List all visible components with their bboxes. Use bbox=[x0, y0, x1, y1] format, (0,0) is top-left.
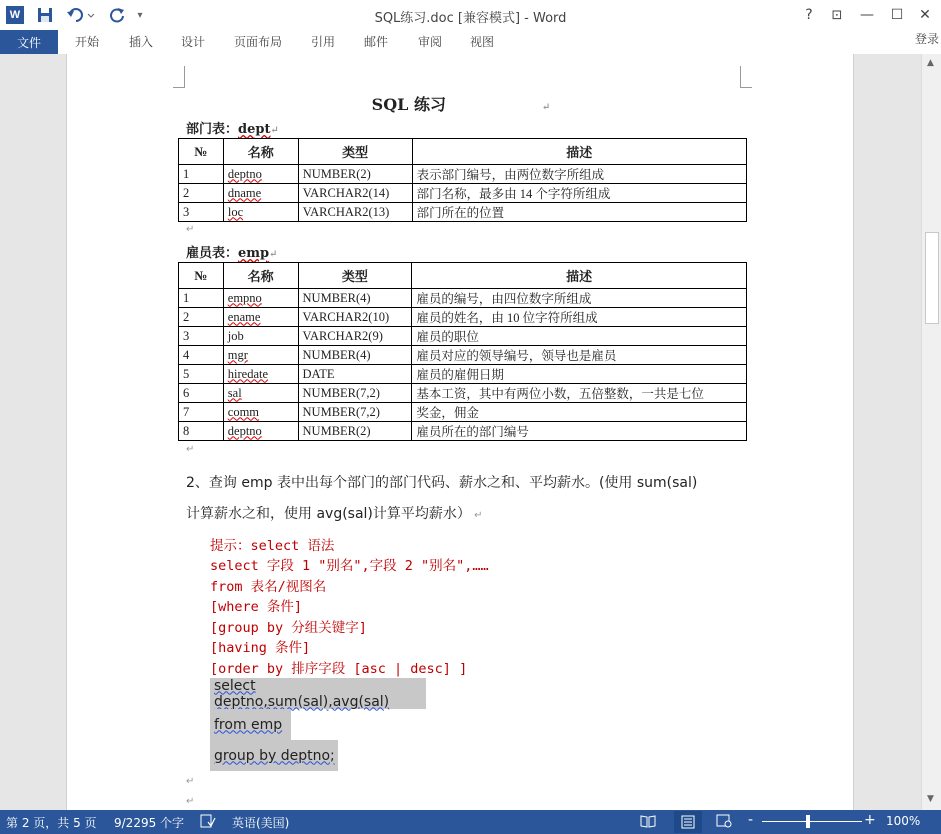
table-cell: 6 bbox=[179, 384, 224, 403]
cell-text: ename bbox=[227, 309, 261, 324]
question-line-2: 计算薪水之和，使用 avg(sal)计算平均薪水） ↵ bbox=[186, 506, 483, 522]
table-cell bbox=[223, 346, 298, 365]
table-header: № bbox=[179, 139, 224, 165]
table-cell: 2 bbox=[179, 184, 224, 203]
hint-line: 提示：select 语法 bbox=[210, 538, 335, 554]
print-layout-icon[interactable] bbox=[674, 811, 702, 833]
table-cell: NUMBER(7,2) bbox=[298, 384, 412, 403]
table-cell: DATE bbox=[298, 365, 412, 384]
table-row bbox=[179, 327, 747, 346]
table-cell: VARCHAR2(13) bbox=[298, 203, 412, 222]
tab-layout[interactable]: 页面布局 bbox=[234, 35, 283, 49]
table-cell: 雇员的编号，由四位数字所组成 bbox=[412, 289, 747, 308]
scroll-down-icon[interactable]: ▼ bbox=[927, 794, 934, 804]
table-cell bbox=[223, 165, 298, 184]
document-area[interactable] bbox=[0, 54, 921, 810]
title-bar bbox=[0, 0, 941, 30]
zoom-slider-track[interactable] bbox=[762, 821, 862, 822]
close-button[interactable]: ✕ bbox=[919, 7, 931, 23]
cell-text: mgr bbox=[227, 347, 248, 362]
paragraph-mark: ↵ bbox=[186, 776, 195, 787]
emp-table bbox=[178, 262, 747, 441]
hint-line: [group by 分组关键字] bbox=[210, 620, 367, 636]
cell-text: comm bbox=[227, 404, 260, 419]
hint-line: [order by 排序字段 [asc | desc] ] bbox=[210, 661, 468, 677]
word-logo-icon[interactable]: W bbox=[6, 6, 24, 24]
zoom-out-button[interactable]: - bbox=[748, 812, 754, 828]
table-cell: 4 bbox=[179, 346, 224, 365]
read-mode-icon[interactable] bbox=[640, 814, 656, 831]
table-cell: 7 bbox=[179, 403, 224, 422]
status-bar bbox=[0, 810, 941, 834]
paragraph-mark: ↵ bbox=[186, 224, 195, 235]
answer-text: select deptno,sum(sal),avg(sal) bbox=[214, 677, 390, 710]
table-header: 名称 bbox=[223, 263, 298, 289]
word-count[interactable]: 9/2295 个字 bbox=[114, 816, 185, 830]
hint-line: select 字段 1 "别名",字段 2 "别名",…… bbox=[210, 558, 489, 574]
table-cell bbox=[223, 365, 298, 384]
table-header: 描述 bbox=[412, 139, 746, 165]
crop-mark bbox=[173, 66, 185, 88]
table-row bbox=[179, 203, 747, 222]
table-cell bbox=[223, 384, 298, 403]
tab-view[interactable]: 视图 bbox=[470, 35, 495, 49]
tab-review[interactable]: 审阅 bbox=[418, 35, 443, 49]
table-header-row bbox=[179, 139, 747, 165]
crop-mark bbox=[740, 66, 752, 88]
table-row bbox=[179, 403, 747, 422]
paragraph-mark: ↵ bbox=[186, 796, 195, 807]
cell-text: hiredate bbox=[227, 366, 269, 381]
save-icon[interactable] bbox=[34, 5, 56, 25]
maximize-button[interactable]: ☐ bbox=[890, 7, 904, 23]
redo-icon[interactable] bbox=[106, 5, 128, 25]
table-row bbox=[179, 184, 747, 203]
table-cell: NUMBER(7,2) bbox=[298, 403, 412, 422]
table-cell bbox=[223, 184, 298, 203]
table-cell: NUMBER(2) bbox=[298, 422, 412, 441]
table-header: 类型 bbox=[298, 139, 412, 165]
document-page[interactable] bbox=[66, 54, 854, 810]
table-row bbox=[179, 165, 747, 184]
table-cell: VARCHAR2(10) bbox=[298, 308, 412, 327]
tab-file[interactable]: 文件 bbox=[0, 30, 58, 54]
undo-icon[interactable] bbox=[64, 5, 98, 25]
table-row bbox=[179, 289, 747, 308]
table-cell: 雇员的雇佣日期 bbox=[412, 365, 747, 384]
answer-line bbox=[210, 740, 338, 771]
table-cell: 5 bbox=[179, 365, 224, 384]
table-cell: 1 bbox=[179, 289, 224, 308]
table-cell: 1 bbox=[179, 165, 224, 184]
login-link[interactable]: 登录 bbox=[915, 32, 940, 46]
tab-mailings[interactable]: 邮件 bbox=[364, 35, 389, 49]
window-title: SQL练习.doc [兼容模式] - Word bbox=[374, 11, 567, 26]
table-row bbox=[179, 346, 747, 365]
hint-line: [where 条件] bbox=[210, 599, 303, 615]
cell-text: dname bbox=[227, 185, 262, 200]
answer-text: from emp bbox=[214, 716, 283, 733]
table-cell: 部门所在的位置 bbox=[412, 203, 746, 222]
table-header: № bbox=[179, 263, 224, 289]
minimize-button[interactable]: — bbox=[860, 7, 874, 23]
cell-text: deptno bbox=[227, 166, 262, 181]
table-row bbox=[179, 422, 747, 441]
cell-text: empno bbox=[227, 290, 262, 305]
table-cell: 3 bbox=[179, 203, 224, 222]
cell-text: deptno bbox=[227, 423, 262, 438]
vertical-scrollbar[interactable] bbox=[921, 54, 941, 810]
table-cell: 2 bbox=[179, 308, 224, 327]
emp-section-title: 雇员表：emp↵ bbox=[186, 246, 278, 261]
table-cell: 部门名称，最多由 14 个字符所组成 bbox=[412, 184, 746, 203]
document-title: SQL 练习 ↵ bbox=[371, 95, 551, 114]
table-cell: VARCHAR2(14) bbox=[298, 184, 412, 203]
scroll-up-icon[interactable]: ▲ bbox=[927, 58, 934, 68]
zoom-slider-thumb[interactable] bbox=[806, 815, 810, 828]
proofing-icon[interactable] bbox=[200, 814, 216, 831]
hint-line: [having 条件] bbox=[210, 640, 311, 656]
dept-table bbox=[178, 138, 747, 222]
question-line-1: 2、查询 emp 表中出每个部门的部门代码、薪水之和、平均薪水。(使用 sum(sal) bbox=[186, 475, 698, 491]
table-cell bbox=[223, 308, 298, 327]
table-cell: 雇员对应的领导编号，领导也是雇员 bbox=[412, 346, 747, 365]
table-cell bbox=[223, 422, 298, 441]
table-cell bbox=[223, 289, 298, 308]
table-cell: 奖金，佣金 bbox=[412, 403, 747, 422]
answer-line bbox=[210, 678, 426, 709]
table-header: 名称 bbox=[223, 139, 298, 165]
answer-line bbox=[210, 709, 291, 740]
web-layout-icon[interactable] bbox=[716, 814, 732, 831]
table-header: 类型 bbox=[298, 263, 412, 289]
table-row bbox=[179, 308, 747, 327]
table-cell: VARCHAR2(9) bbox=[298, 327, 412, 346]
cell-text: sal bbox=[227, 385, 242, 400]
table-cell: NUMBER(4) bbox=[298, 289, 412, 308]
page-indicator[interactable]: 第 2 页，共 5 页 bbox=[6, 816, 97, 830]
ribbon-display-button[interactable]: ⊡ bbox=[831, 7, 843, 23]
cell-text: loc bbox=[227, 204, 244, 219]
help-button[interactable]: ? bbox=[805, 7, 813, 23]
answer-text: group by deptno; bbox=[214, 747, 335, 764]
cell-text: job bbox=[227, 328, 244, 343]
table-cell: 表示部门编号，由两位数字所组成 bbox=[412, 165, 746, 184]
table-cell bbox=[223, 327, 298, 346]
tab-references[interactable]: 引用 bbox=[311, 35, 336, 49]
table-cell: 雇员的职位 bbox=[412, 327, 747, 346]
table-cell: 3 bbox=[179, 327, 224, 346]
table-cell bbox=[223, 203, 298, 222]
table-cell: NUMBER(4) bbox=[298, 346, 412, 365]
table-cell: 雇员所在的部门编号 bbox=[412, 422, 747, 441]
tab-insert[interactable]: 插入 bbox=[129, 35, 154, 49]
table-cell: 雇员的姓名，由 10 位字符所组成 bbox=[412, 308, 747, 327]
hint-line: from 表名/视图名 bbox=[210, 579, 327, 595]
scroll-thumb[interactable] bbox=[925, 232, 939, 324]
table-cell: 基本工资，其中有两位小数，五倍整数，一共是七位 bbox=[412, 384, 747, 403]
table-row bbox=[179, 384, 747, 403]
table-row bbox=[179, 365, 747, 384]
customize-qat-icon[interactable]: ▾ bbox=[137, 9, 143, 21]
zoom-in-button[interactable]: + bbox=[864, 812, 876, 828]
language-indicator[interactable]: 英语(美国) bbox=[232, 816, 290, 830]
table-cell bbox=[223, 403, 298, 422]
paragraph-mark: ↵ bbox=[186, 444, 195, 455]
zoom-level[interactable]: 100% bbox=[886, 814, 921, 828]
tab-design[interactable]: 设计 bbox=[181, 35, 206, 49]
table-header-row bbox=[179, 263, 747, 289]
table-cell: NUMBER(2) bbox=[298, 165, 412, 184]
tab-home[interactable]: 开始 bbox=[75, 35, 100, 49]
ribbon-tabs bbox=[0, 30, 941, 54]
table-cell: 8 bbox=[179, 422, 224, 441]
dept-section-title: 部门表：dept↵ bbox=[186, 122, 279, 137]
table-header: 描述 bbox=[412, 263, 747, 289]
